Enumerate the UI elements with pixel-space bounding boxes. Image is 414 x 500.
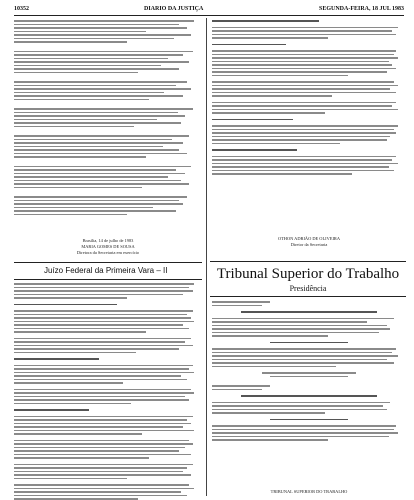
column-divider [206, 18, 207, 496]
court-box-top-rule [14, 262, 202, 263]
court-subtitle: Presidência [289, 284, 327, 293]
right-signature-name: OTHON ADRIÃO DE OLIVEIRA [277, 236, 341, 241]
right-column-lower [212, 301, 406, 443]
right-signature-role: Diretor da Secretaria [290, 242, 328, 247]
court-title-bottom-rule [210, 296, 406, 297]
right-bottom-caption: TRIBUNAL SUPERIOR DO TRABALHO [270, 489, 348, 494]
right-column-upper [212, 20, 406, 177]
page-number: 10352 [14, 6, 29, 12]
publication-title: DIARIO DA JUSTIÇA [144, 6, 204, 12]
signature-role: Diretora da Secretaria em exercício [76, 250, 140, 255]
left-column-upper [14, 20, 202, 217]
signature-place-date: Brasília, 14 de julho de 1983 [82, 238, 134, 243]
header-rule [14, 15, 404, 16]
left-column-lower [14, 283, 202, 500]
right-bottom-caption-block [212, 489, 406, 495]
left-signature-block [14, 238, 202, 256]
right-signature-block [212, 236, 406, 248]
court-title: Tribunal Superior do Trabalho [216, 266, 400, 282]
signature-name: MARIA GOMES DE SOUSA [81, 244, 135, 249]
issue-date: SEGUNDA-FEIRA, 18 JUL 1983 [318, 6, 404, 12]
court-box-bottom-rule [14, 279, 202, 280]
page-header [14, 6, 404, 14]
court-box-title: Juízo Federal da Primeira Vara – II [44, 266, 168, 275]
court-title-top-rule [210, 261, 406, 262]
